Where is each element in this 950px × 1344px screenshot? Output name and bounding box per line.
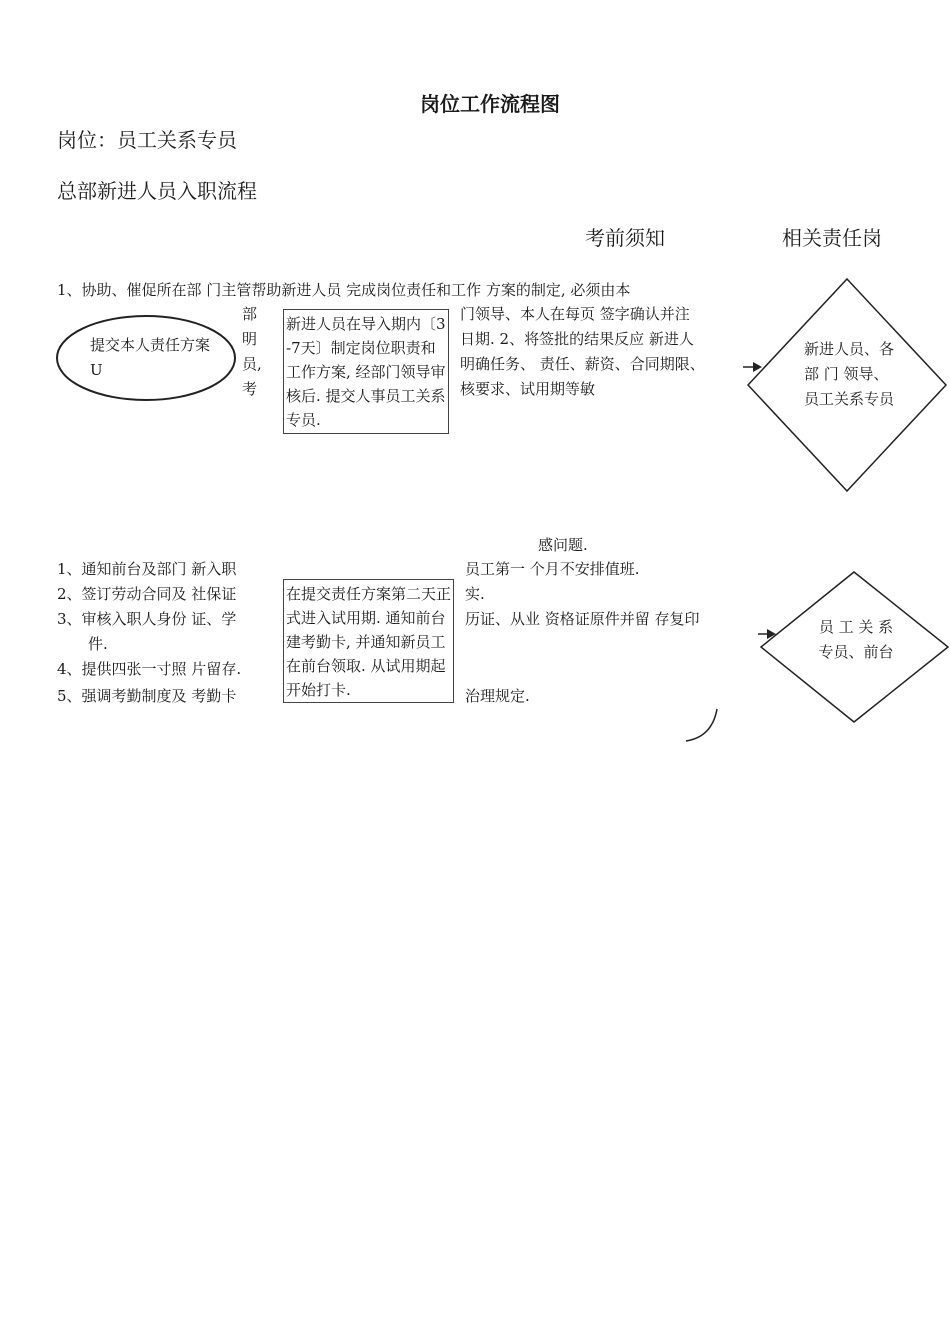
step2-note-right-0: 员工第一 个月不安排值班. (465, 560, 640, 578)
process-title: 总部新进人员入职流程 (57, 179, 257, 203)
step2-note-left-1: 2、签订劳动合同及 社保证 (57, 585, 237, 603)
position-line: 岗位：员工关系专员 (57, 128, 237, 152)
step1-note-line1: 1、协助、催促所在部 门主管帮助新进人员 完成岗位责任和工作 方案的制定, 必须由本 (57, 281, 631, 299)
step2-note-left-5: 5、强调考勤制度及 考勤卡 (57, 687, 237, 705)
step2-note-left-2: 3、审核入职人身份 证、学 (57, 610, 237, 628)
column-header-responsible: 相关责任岗 (782, 226, 882, 250)
step2-note-left-4: 4、提供四张一寸照 片留存. (57, 660, 242, 678)
step1-note-col-b-2: 明确任务、 责任、薪资、合同期限、 (460, 355, 705, 373)
step1-note-col-b-1: 日期. 2、将签批的结果反应 新进人 (460, 330, 694, 348)
step2-process-box: 在提交责任方案第二天正式进入试用期. 通知前台建考勤卡, 并通知新员工在前台领取. 从试用期起开始打卡. (283, 579, 454, 703)
step1-oval-text: 提交本人责任方案U (90, 336, 211, 379)
step2-note-left-3: 件. (88, 635, 108, 653)
step1-note-col-a-0: 部 (242, 305, 258, 323)
step2-note-right-1: 实. (465, 585, 485, 603)
step2-note-right-2: 历证、从业 资格证原件并留 存复印 (465, 610, 700, 628)
doc-title: 岗位工作流程图 (420, 92, 560, 116)
step2-note-left-0: 1、通知前台及部门 新入职 (57, 560, 237, 578)
step1-note-col-a-2: 员, (242, 355, 262, 373)
step1-note-col-b-3: 核要求、试用期等敏 (460, 380, 596, 398)
curved-connector (686, 709, 717, 741)
step1-note-col-b-0: 门领导、本人在每页 签字确认并注 (460, 305, 690, 323)
step1-responsible-text: 新进人员、各 部 门 领导、员工关系专员 (804, 340, 895, 408)
step2-responsible-text: 员 工 关 系专员、前台 (818, 618, 894, 661)
step2-note-right-3: 治理规定. (465, 687, 530, 705)
step1-process-box: 新进人员在导入期内〔3-7天〕制定岗位职责和工作方案, 经部门领导审核后. 提交人事员工关系专员. (283, 309, 449, 434)
arrow-1 (743, 362, 762, 372)
column-header-notice: 考前须知 (585, 226, 665, 250)
step1-note-col-a-3: 考 (242, 380, 258, 398)
step2-extra-line: 感问题. (538, 536, 588, 554)
step1-note-col-a-1: 明 (242, 330, 258, 348)
